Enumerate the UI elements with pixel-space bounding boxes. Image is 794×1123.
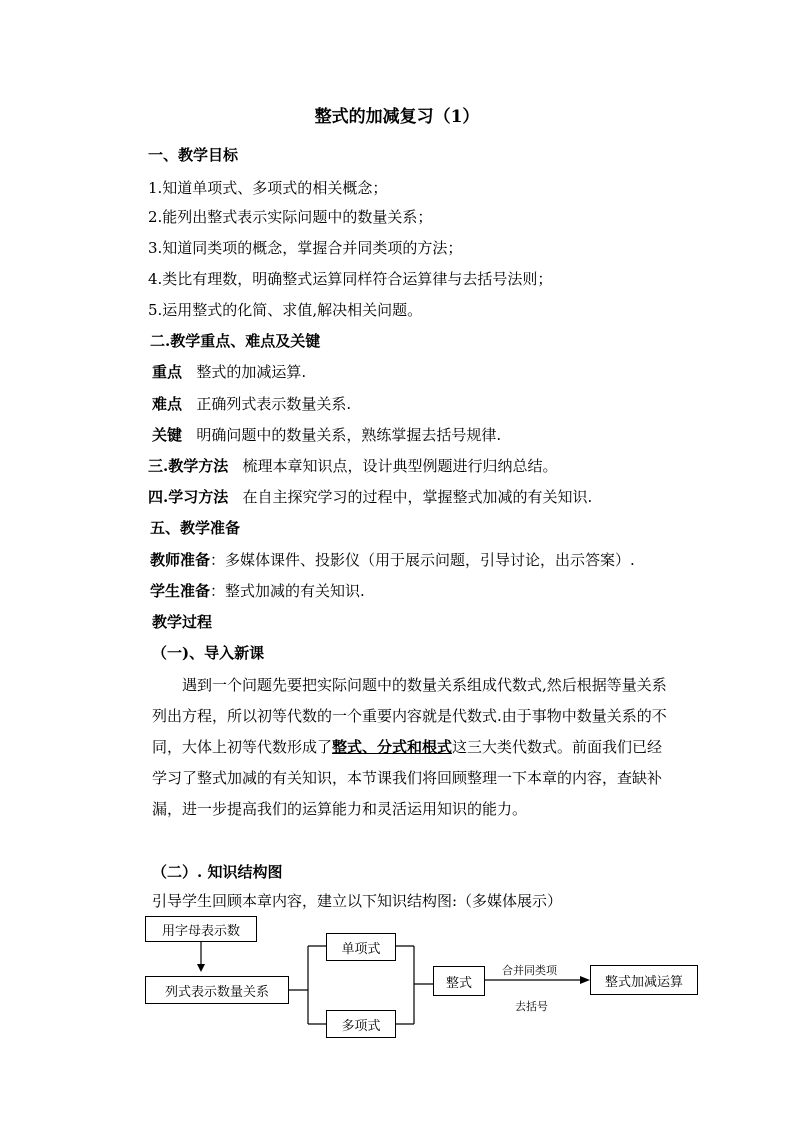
intro-text-a: 遇到一个问题先要把实际问题中的数量关系组成代数式,然后根据等量关系列出方程，所以初等代数的一个重要内容就是代数式.由于事物中数量关系的不同，大体上初等代数形成了 (152, 676, 667, 756)
objective-2: 2.能列出整式表示实际问题中的数量关系； (148, 208, 433, 226)
box-addition-subtraction: 整式加减运算 (590, 965, 698, 995)
arrow-2-head (580, 976, 590, 984)
objective-1: 1.知道单项式、多项式的相关概念； (148, 179, 388, 197)
difficulty-label: 难点 (152, 395, 183, 413)
arrow-1-head (197, 964, 205, 972)
section-1-heading: 一、教学目标 (148, 146, 239, 164)
objective-5: 5.运用整式的化简、求值,解决相关问题。 (148, 301, 423, 319)
box-monomial: 单项式 (326, 933, 396, 961)
section-4-label: 四.学习方法 (148, 488, 229, 506)
intro-text-b: 这三大类代数式。前面我们已经学习了整式加减的有关知识，本节课我们将回顾整理一下本章的内容，查缺补漏，进一步提高我们的运算能力和灵活运用知识的能力。 (152, 738, 663, 818)
section-3-text: 梳理本章知识点，设计典型例题进行归纳总结。 (242, 457, 558, 475)
box-quantity-relations: 列式表示数量关系 (145, 976, 289, 1004)
objective-3: 3.知道同类项的概念，掌握合并同类项的方法； (148, 239, 463, 257)
section-5-heading: 五、教学准备 (150, 519, 241, 537)
teacher-prep-text: ：多媒体课件、投影仪（用于展示问题，引导讨论，出示答案）. (210, 551, 635, 569)
intro-underlined: 整式、分式和根式 (332, 738, 453, 756)
key-text: 明确问题中的数量关系，熟练掌握去括号规律. (196, 426, 502, 444)
student-prep-label: 学生准备 (150, 582, 211, 600)
difficulty-text: 正确列式表示数量关系. (196, 395, 352, 413)
section-3-label: 三.教学方法 (148, 457, 229, 475)
intro-heading: （一)、导入新课 (152, 644, 265, 662)
key-point-text: 整式的加减运算. (196, 363, 307, 381)
arrow-label-brackets: 去括号 (515, 1000, 548, 1013)
section-4-text: 在自主探究学习的过程中，掌握整式加减的有关知识. (242, 488, 593, 506)
arrow-label-combine: 合并同类项 (502, 964, 557, 977)
structure-intro: 引导学生回顾本章内容，建立以下知识结构图:（多媒体展示） (152, 892, 563, 910)
box-letters-for-numbers: 用字母表示数 (145, 916, 257, 942)
box-polynomial: 多项式 (326, 1010, 396, 1038)
teacher-prep-label: 教师准备 (150, 551, 211, 569)
objective-4: 4.类比有理数，明确整式运算同样符合运算律与去括号法则； (148, 270, 553, 288)
box-integral-expression: 整式 (433, 966, 485, 996)
key-label: 关键 (152, 426, 183, 444)
section-2-heading: 二.教学重点、难点及关键 (150, 332, 321, 350)
student-prep-text: ：整式加减的有关知识. (210, 582, 365, 600)
page-title: 整式的加减复习（1） (314, 107, 480, 127)
process-heading: 教学过程 (152, 613, 213, 631)
structure-heading: （二）. 知识结构图 (152, 863, 283, 881)
key-point-label: 重点 (152, 363, 183, 381)
